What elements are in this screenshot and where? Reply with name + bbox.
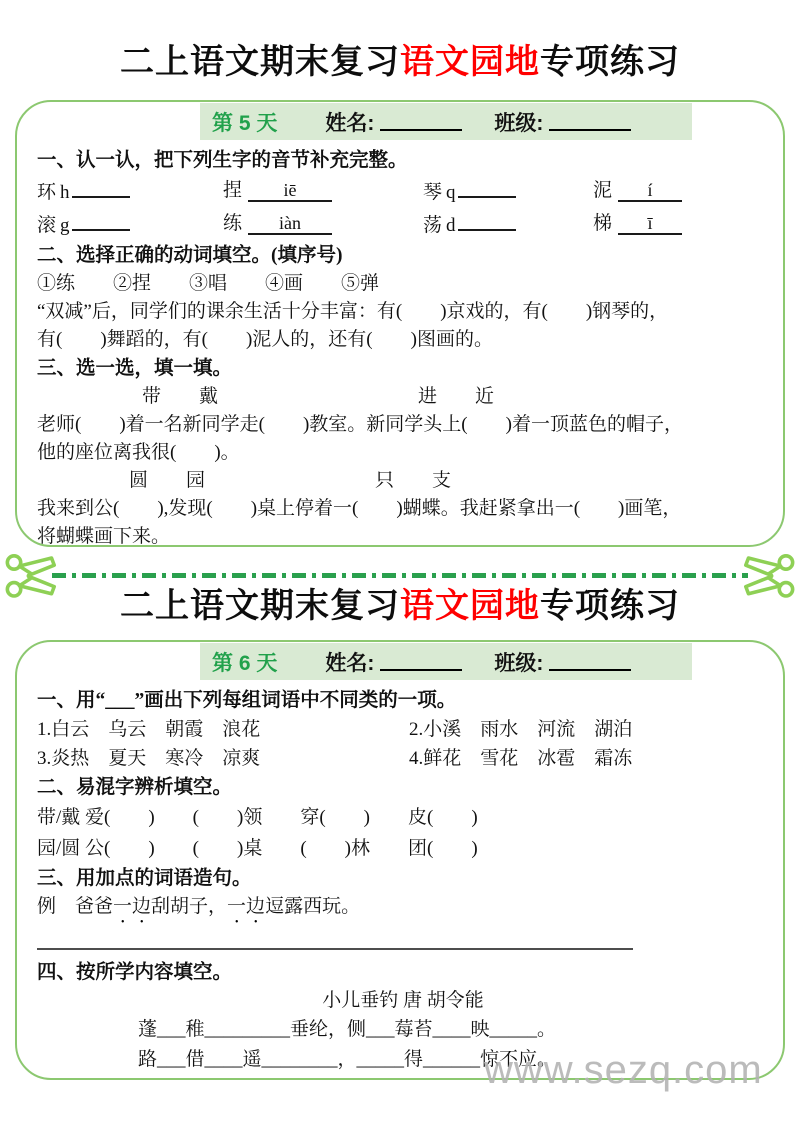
watermark: www.sezq.com <box>484 1048 763 1092</box>
confusable-row: 带/戴 爱( ) ( )领 穿( ) 皮( ) <box>37 807 478 828</box>
day-label: 第 5 天 <box>212 111 278 135</box>
class-label: 班级: <box>494 111 544 135</box>
fill-sentence-line: “双减”后，同学们的课余生活十分丰富：有( )京戏的，有( )钢琴的， <box>37 301 669 322</box>
example-part: 刮胡子， <box>151 896 228 917</box>
hanzi: 捏 <box>223 180 243 201</box>
name-blank <box>380 653 462 671</box>
class-blank <box>549 653 631 671</box>
word-choices-row <box>37 467 769 495</box>
word-group: 3.炎热 夏天 寒冷 凉爽 <box>37 748 261 769</box>
section-3-heading: 三、选一选，填一填。 <box>37 358 233 379</box>
fill-sentence-line: 有( )舞蹈的，有( )泥人的，还有( )图画的。 <box>37 329 493 350</box>
section-2-heading: 二、易混字辨析填空。 <box>37 777 233 798</box>
choice-pair: 进 近 <box>418 386 495 407</box>
pinyin-item <box>223 175 423 208</box>
fill-sentence-line: 他的座位离我很( )。 <box>37 442 240 463</box>
pinyin-item <box>423 175 593 208</box>
worksheet-day6 <box>15 640 785 1080</box>
page-title <box>0 584 800 628</box>
pinyin-blank: ī <box>618 212 682 235</box>
pinyin-lead: g <box>60 215 70 236</box>
hanzi: 梯 <box>593 213 613 234</box>
section-2-heading: 二、选择正确的动词填空。(填序号) <box>37 245 343 266</box>
dashed-cut-rule <box>52 573 748 578</box>
section-1-heading: 一、用“___”画出下列每组词语中不同类的一项。 <box>37 690 457 711</box>
verb-options: ①练 ②捏 ③唱 ④画 ⑤弹 <box>37 273 380 294</box>
title-highlight: 语文园地 <box>400 43 540 81</box>
pinyin-blank <box>458 175 516 198</box>
fill-sentence-line: 老师( )着一名新同学走( )教室。新同学头上( )着一顶蓝色的帽子， <box>37 414 683 435</box>
hanzi: 滚 <box>37 215 57 236</box>
hanzi: 琴 <box>423 182 443 203</box>
word-groups <box>37 715 769 773</box>
pinyin-item <box>223 208 423 241</box>
section-3-heading: 三、用加点的词语造句。 <box>37 868 252 889</box>
section-4-heading: 四、按所学内容填空。 <box>37 962 233 983</box>
pinyin-blank <box>458 208 516 231</box>
choice-pair: 只 支 <box>375 470 452 491</box>
sheet2-content <box>37 686 769 1075</box>
pinyin-blank: í <box>618 179 682 202</box>
example-sentence <box>37 893 769 928</box>
title-post: 专项练习 <box>540 587 680 625</box>
pinyin-item <box>37 175 223 208</box>
example-part: 逗露西玩。 <box>265 896 361 917</box>
word-group: 1.白云 乌云 朝霞 浪花 <box>37 719 261 740</box>
class-blank <box>549 113 631 131</box>
confusable-row: 园/圆 公( ) ( )桌 ( )林 团( ) <box>37 838 478 859</box>
pinyin-item <box>593 208 769 241</box>
fill-sentence-line: 将蝴蝶画下来。 <box>37 526 171 547</box>
example-part: 例 爸爸 <box>37 896 114 917</box>
worksheet-day5 <box>15 100 785 547</box>
hanzi: 练 <box>223 213 243 234</box>
hanzi: 环 <box>37 182 57 203</box>
pinyin-lead: d <box>446 215 456 236</box>
pinyin-blank <box>72 175 130 198</box>
hanzi: 泥 <box>593 180 613 201</box>
class-label: 班级: <box>494 651 544 675</box>
poem-line: 路___借____遥________，_____得______惊不应。 <box>138 1049 557 1070</box>
title-highlight: 语文园地 <box>400 587 540 625</box>
poem-line: 蓬___稚_________垂纶，侧___莓苔____映_____。 <box>138 1019 557 1040</box>
title-pre: 二上语文期末复习 <box>120 43 400 81</box>
word-choices-row <box>37 383 769 411</box>
pinyin-blank <box>72 208 130 231</box>
word-group: 2.小溪 雨水 河流 湖泊 <box>409 719 633 740</box>
pinyin-item <box>423 208 593 241</box>
sheet1-content <box>37 146 769 551</box>
header-bar <box>200 643 692 680</box>
choice-pair: 带 戴 <box>142 386 219 407</box>
header-bar <box>200 103 692 140</box>
title-post: 专项练习 <box>540 43 680 81</box>
pinyin-item <box>37 208 223 241</box>
poem-title: 小儿垂钓 唐 胡令能 <box>322 990 484 1011</box>
name-blank <box>380 113 462 131</box>
fill-sentence-line: 我来到公( ),发现( )桌上停着一( )蝴蝶。我赶紧拿出一( )画笔， <box>37 498 682 519</box>
page-title <box>0 40 800 84</box>
pinyin-blank: iàn <box>248 212 332 235</box>
emphasized-word: 一边 <box>113 896 152 917</box>
pinyin-grid <box>37 175 769 241</box>
pinyin-blank: iē <box>248 179 332 202</box>
title-pre: 二上语文期末复习 <box>120 587 400 625</box>
hanzi: 荡 <box>423 215 443 236</box>
pinyin-lead: h <box>60 182 70 203</box>
emphasized-word: 一边 <box>227 896 266 917</box>
pinyin-lead: q <box>446 182 456 203</box>
section-1-heading: 一、认一认，把下列生字的音节补充完整。 <box>37 150 408 171</box>
choice-pair: 圆 园 <box>129 470 206 491</box>
name-label: 姓名: <box>325 651 375 675</box>
word-group: 4.鲜花 雪花 冰雹 霜冻 <box>409 748 633 769</box>
day-label: 第 6 天 <box>212 651 278 675</box>
answer-line <box>37 948 633 950</box>
pinyin-item <box>593 175 769 208</box>
name-label: 姓名: <box>325 111 375 135</box>
